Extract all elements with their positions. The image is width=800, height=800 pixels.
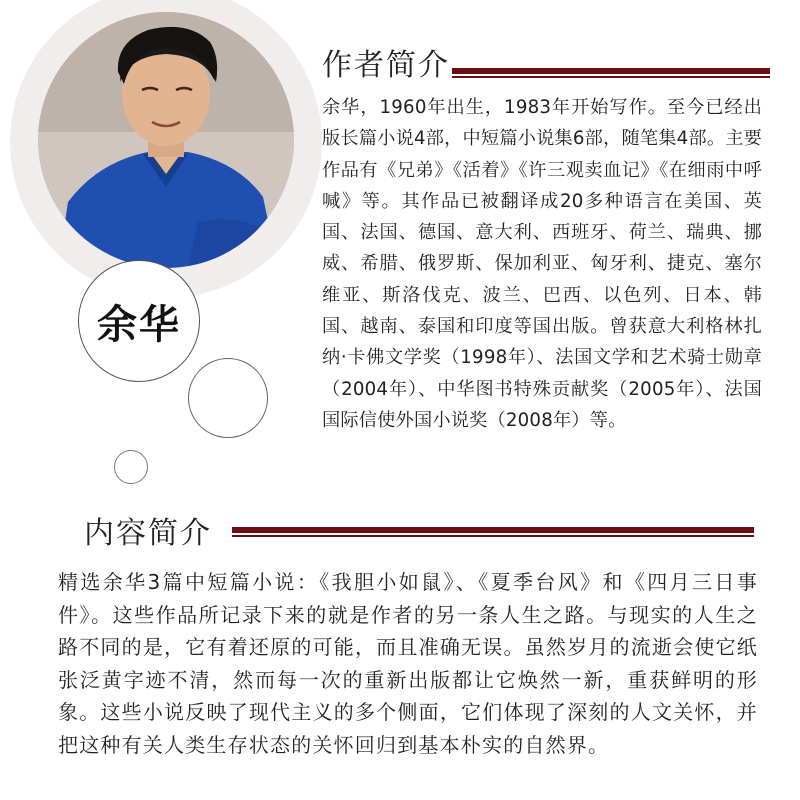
content-section-title: 内容简介 <box>84 516 212 551</box>
author-bio: 余华，1960年出生，1983年开始写作。至今已经出版长篇小说4部，中短篇小说集6部，随笔集4部。主要作品有《兄弟》《活着》《许三观卖血记》《在细雨中呼喊》等。其作品已被翻译成20多种语言在美国、英国、法国、德国、意大利、西班牙、荷兰、瑞典、挪威、希腊、俄罗斯、保加利亚、匈牙利、捷克、塞尔维亚、斯洛伐克、波兰、巴西、以色列、日本、韩国、越南、泰国和印度等国出版。曾获意大利格林扎纳·卡佛文学奖（1998年）、法国文学和艺术骑士勋章（2004年）、中华图书特殊贡献奖（2005年）、法国国际信使外国小说奖（2008年）等。 <box>322 97 762 431</box>
content-summary: 精选余华3篇中短篇小说：《我胆小如鼠》、《夏季台风》和《四月三日事件》。这些作品所记录下来的就是作者的另一条人生之路。与现实的人生之路不同的是，它有着还原的可能，而且准确无误。虽然岁月的流逝会使它纸张泛黄字迹不清，然而每一次的重新出版都让它焕然一新，重获鲜明的形象。这些小说反映了现代主义的多个侧面，它们体现了深刻的人文关怀，并把这种有关人类生存状态的关怀回归到基本朴实的自然界。 <box>58 570 758 757</box>
decorative-bubble-small <box>114 450 148 484</box>
content-title-rule <box>232 535 754 537</box>
author-title-bar <box>452 68 770 74</box>
author-title-rule <box>452 76 770 78</box>
author-portrait-illustration <box>38 12 294 268</box>
decorative-bubble-medium <box>188 358 268 438</box>
author-photo <box>38 12 294 268</box>
author-name: 余华 <box>78 260 200 382</box>
author-section-title: 作者简介 <box>322 48 450 83</box>
content-title-bar <box>232 527 754 533</box>
